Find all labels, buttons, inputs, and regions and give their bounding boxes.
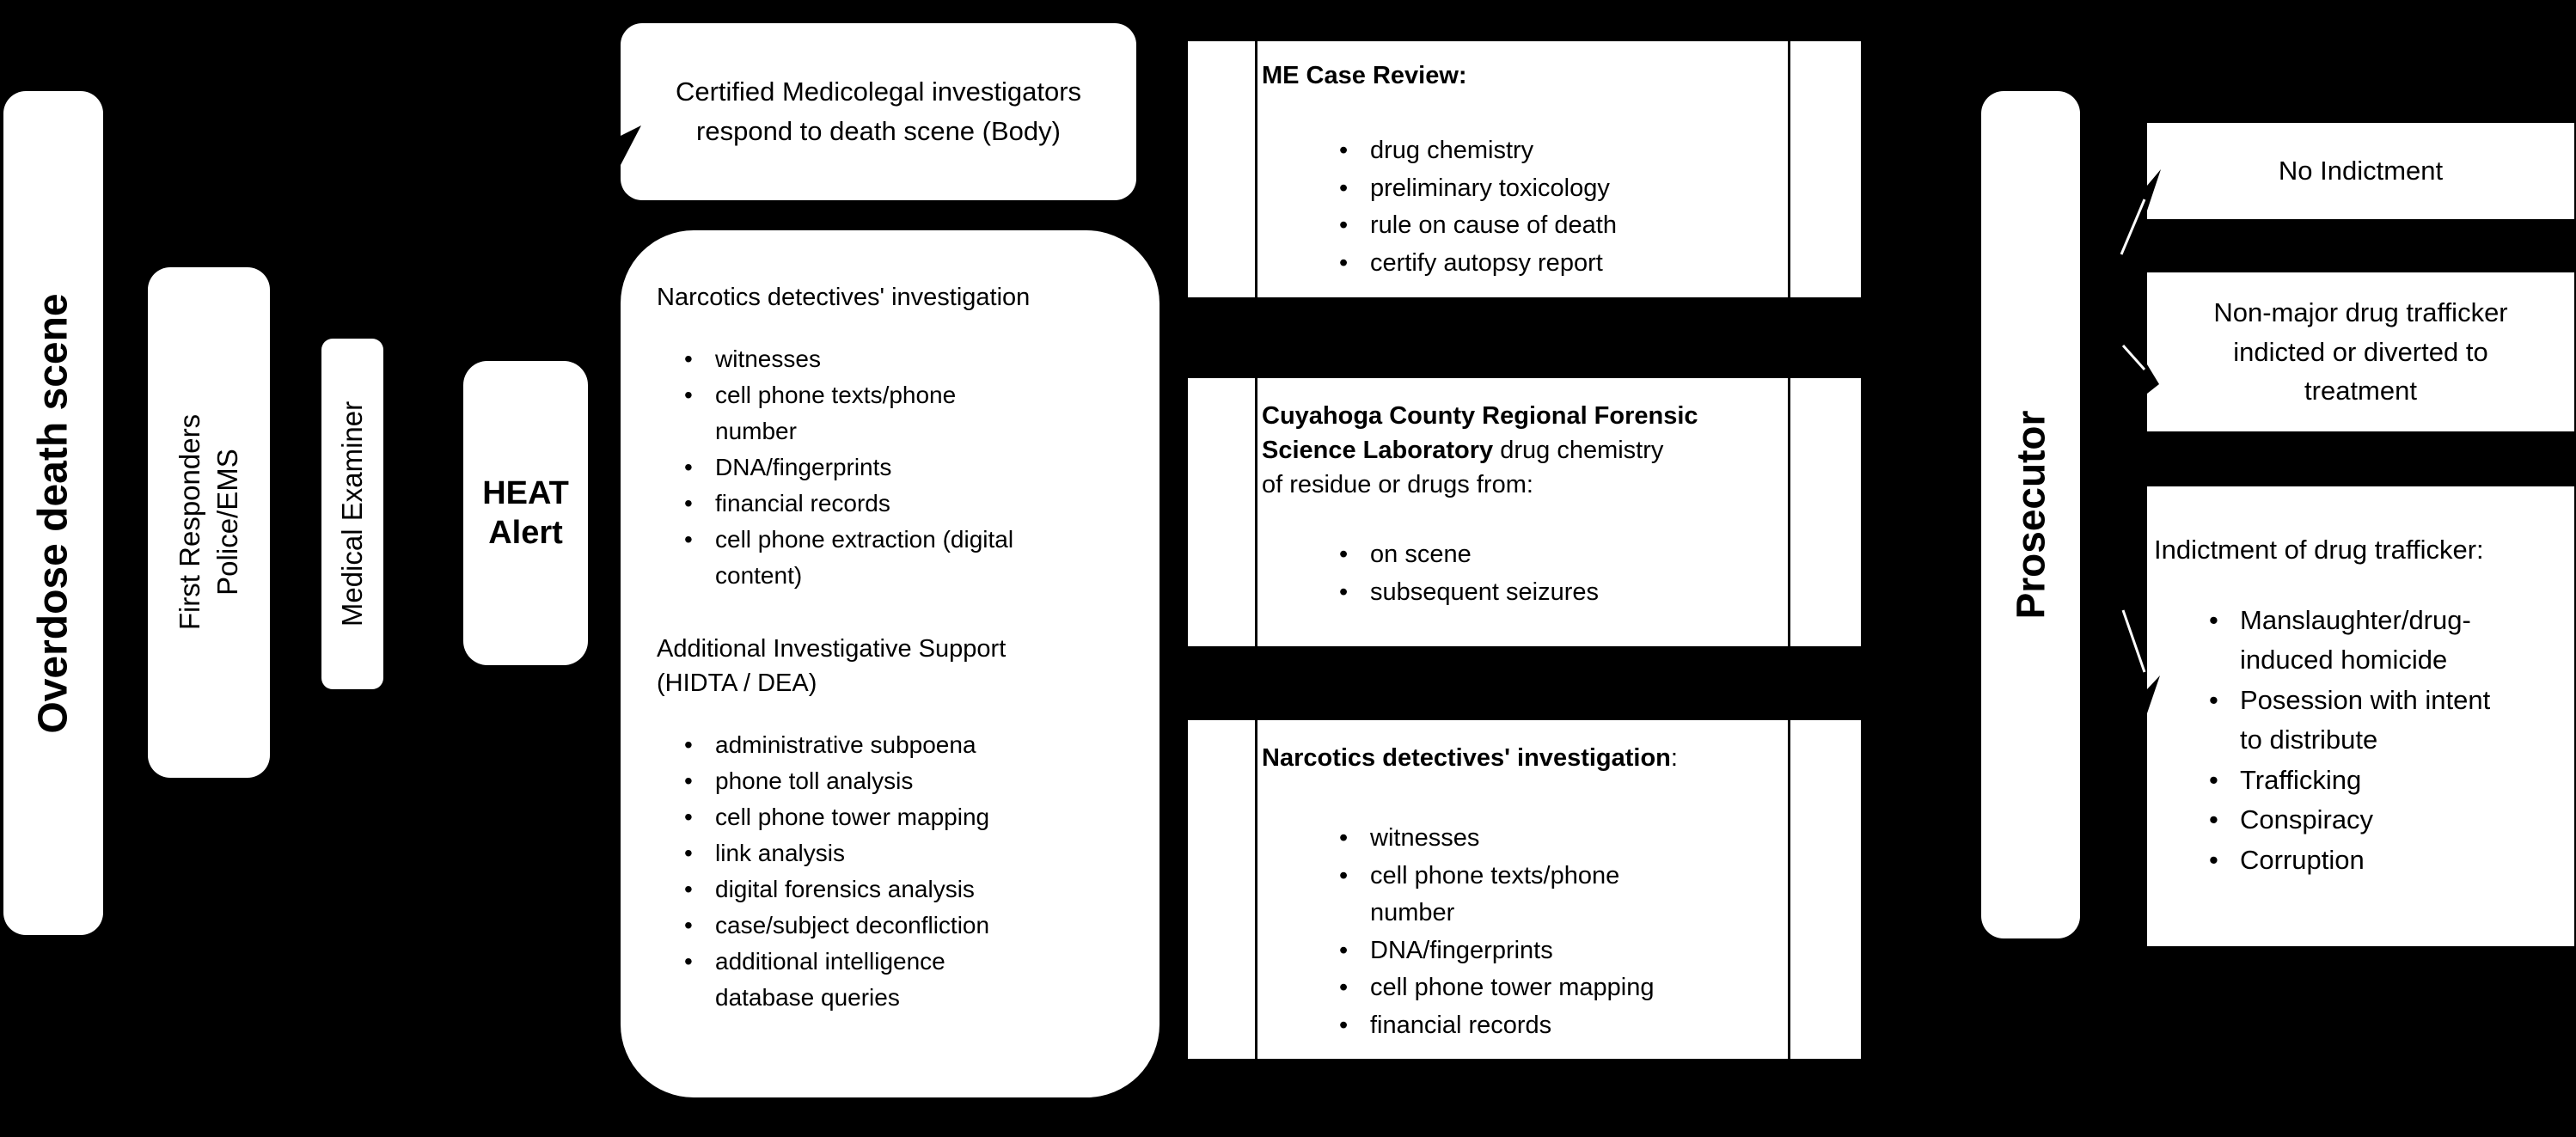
first-responders-line1: First Responders	[174, 414, 206, 631]
narcotics-process-bullet-list	[1337, 820, 1782, 1044]
narcotics-process-content	[1262, 720, 1782, 1059]
bullet-item: • Manslaughter/drug-induced homicide	[2207, 601, 2511, 681]
no-indictment-text: No Indictment	[2278, 156, 2444, 186]
certified-investigators-text: Certified Medicolegal investigators respond to death scene (Body)	[675, 76, 1082, 146]
bullet-item: • subsequent seizures	[1337, 574, 1688, 612]
process-me-case-review	[1188, 41, 1861, 297]
bullet-item: • case/subject deconfliction	[682, 908, 1025, 944]
lane-medical-examiner-label: Medical Examiner	[336, 400, 369, 627]
node-certified-investigators	[621, 23, 1136, 200]
outcome-indictment	[2147, 486, 2574, 946]
narcotics-process-title: Narcotics detectives' investigation:	[1262, 744, 1678, 772]
bullet-item: • drug chemistry	[1337, 132, 1688, 170]
arrow-shaft-no-indictment	[2121, 199, 2145, 254]
bullet-item: • digital forensics analysis	[682, 871, 1025, 908]
forensic-lab-content	[1262, 378, 1782, 646]
process-right-rule	[1788, 720, 1790, 1059]
process-forensic-lab	[1188, 378, 1861, 646]
me-case-review-title: ME Case Review:	[1262, 62, 1467, 89]
lane-prosecutor	[1981, 91, 2080, 938]
lane-prosecutor-label: Prosecutor	[2008, 410, 2053, 620]
process-right-rule	[1788, 378, 1790, 646]
bullet-item: • cell phone extraction (digital content)	[682, 522, 1025, 594]
indictment-bullet-list	[2207, 601, 2559, 881]
bullet-item: • DNA/fingerprints	[682, 449, 1025, 486]
bullet-item: • rule on cause of death	[1337, 207, 1688, 245]
heat-alert-label	[482, 474, 569, 553]
bullet-item: • cell phone texts/phone number	[682, 377, 1025, 449]
investigation-title: Narcotics detectives' investigation	[657, 284, 1031, 311]
investigation-support-bullet-list	[682, 727, 1135, 1016]
heat-alert-line1: HEAT	[482, 474, 569, 511]
bullet-item: • certify autopsy report	[1337, 245, 1688, 283]
outcome-no-indictment	[2147, 123, 2574, 219]
first-responders-line2: Police/EMS	[211, 449, 244, 596]
lane-medical-examiner	[321, 339, 383, 689]
arrow-shaft-non-major	[2123, 345, 2145, 370]
bullet-item: • Posession with intent to distribute	[2207, 681, 2511, 761]
bullet-item: • Conspiracy	[2207, 800, 2511, 841]
heat-alert-line2: Alert	[488, 515, 563, 551]
node-heat-alert	[463, 361, 588, 665]
forensic-lab-bullet-list	[1337, 536, 1782, 611]
process-left-rule	[1255, 41, 1257, 297]
bullet-item: • link analysis	[682, 835, 1025, 871]
bullet-item: • financial records	[682, 486, 1025, 522]
me-case-review-bullet-list	[1337, 132, 1782, 282]
me-case-review-content	[1262, 41, 1782, 297]
bullet-item: • phone toll analysis	[682, 763, 1025, 799]
bullet-item: • cell phone texts/phone number	[1337, 858, 1688, 932]
bullet-item: • Corruption	[2207, 841, 2511, 881]
investigation-subtitle: Additional Investigative Support (HIDTA / DEA)	[657, 634, 1007, 698]
bullet-item: • cell phone tower mapping	[1337, 969, 1688, 1007]
process-right-rule	[1788, 41, 1790, 297]
outcome-non-major-trafficker	[2147, 272, 2574, 431]
non-major-trafficker-text: Non-major drug trafficker indicted or diverted to treatment	[2213, 296, 2508, 407]
arrow-shaft-indictment	[2123, 610, 2145, 672]
bullet-item: • witnesses	[682, 341, 1025, 377]
process-narcotics-investigation	[1188, 720, 1861, 1059]
bullet-item: • Trafficking	[2207, 761, 2511, 801]
bullet-item: • financial records	[1337, 1007, 1688, 1045]
lane-overdose-label: Overdose death scene	[30, 292, 76, 734]
bullet-item: • witnesses	[1337, 820, 1688, 858]
lane-first-responders-label	[171, 414, 246, 630]
forensic-lab-title: Cuyahoga County Regional Forensic Science Laboratory drug chemistry of residue or drugs from:	[1262, 402, 1698, 499]
bullet-item: • preliminary toxicology	[1337, 170, 1688, 208]
bullet-item: • DNA/fingerprints	[1337, 932, 1688, 970]
bullet-item: • additional intelligence database queries	[682, 944, 1025, 1016]
investigation-bullet-list	[682, 341, 1135, 594]
bullet-item: • on scene	[1337, 536, 1688, 574]
node-narcotics-investigation	[621, 230, 1160, 1097]
process-left-rule	[1255, 378, 1257, 646]
lane-overdose-death-scene	[3, 91, 103, 935]
indictment-title: Indictment of drug trafficker:	[2154, 535, 2484, 565]
bullet-item: • administrative subpoena	[682, 727, 1025, 763]
bullet-item: • cell phone tower mapping	[682, 799, 1025, 835]
process-left-rule	[1255, 720, 1257, 1059]
lane-first-responders	[148, 267, 270, 778]
